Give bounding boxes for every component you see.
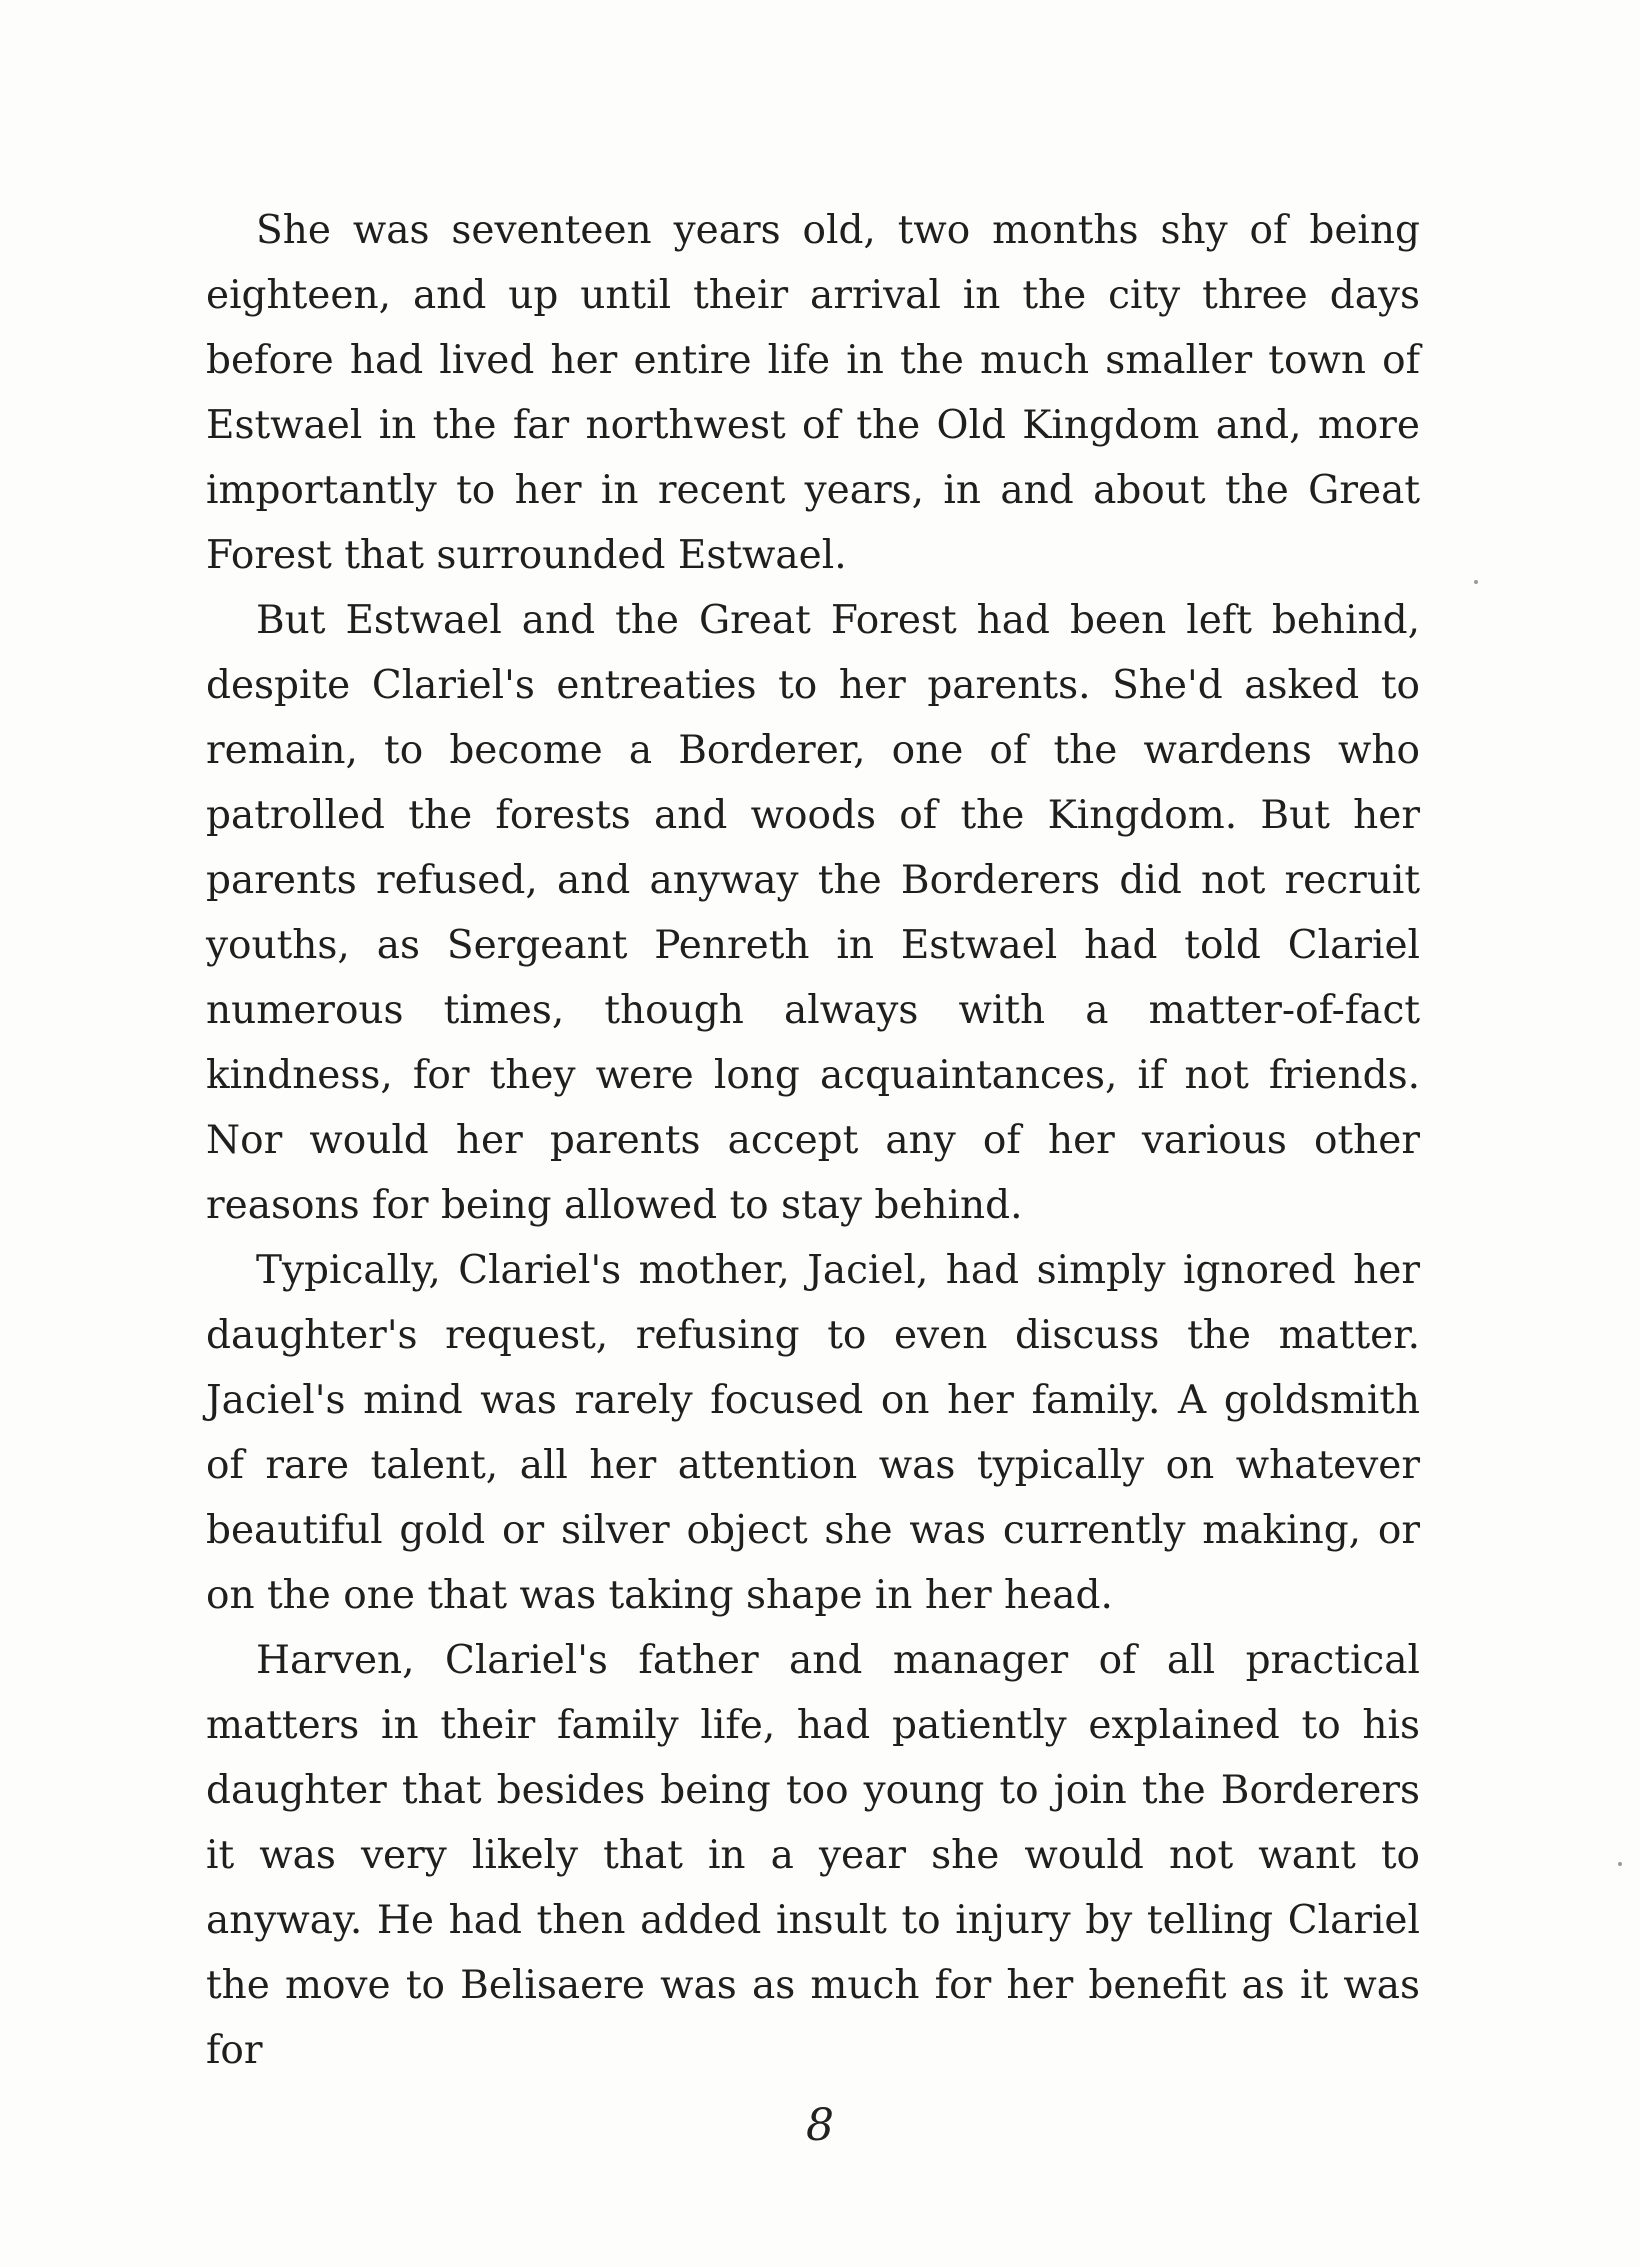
page-number: 8 [806,2100,834,2151]
paragraph-3: Typically, Clariel's mother, Jaciel, had simply ignored her daughter's request, refusing to even discuss the matter. Jaciel's mind was rarely focused on her family. A goldsmith of rare talent, all her attention was typically on whatever beautiful gold or silver object she was currently making, or on the one that was taking shape in her head. [206,1248,1420,1618]
paragraph-1: She was seventeen years old, two months shy of being eighteen, and up until their arrival in the city three days before had lived her entire life in the much smaller town of Estwael in the far northwest of the Old Kingdom and, more importantly to her in recent years, in and about the Great Forest that surrounded Estwael. [206,208,1420,578]
scan-speck [1474,580,1478,584]
paragraph-4: Harven, Clariel's father and manager of all practical matters in their family life, had patiently explained to his daughter that besides being too young to join the Borderers it was very likely that in a year she would not want to anyway. He had then added insult to injury by telling Clariel the move to Belisaere was as much for her benefit as it was for [206,1638,1420,2073]
body-text [206,198,1420,2083]
scan-speck [1618,1862,1622,1866]
paragraph-2: But Estwael and the Great Forest had been left behind, despite Clariel's entreaties to her parents. She'd asked to remain, to become a Borderer, one of the wardens who patrolled the forests and woods of the Kingdom. But her parents refused, and anyway the Borderers did not recruit youths, as Sergeant Penreth in Estwael had told Clariel numerous times, though always with a matter-of-fact kindness, for they were long acquaintances, if not friends. Nor would her parents accept any of her various other reasons for being allowed to stay behind. [206,598,1420,1228]
